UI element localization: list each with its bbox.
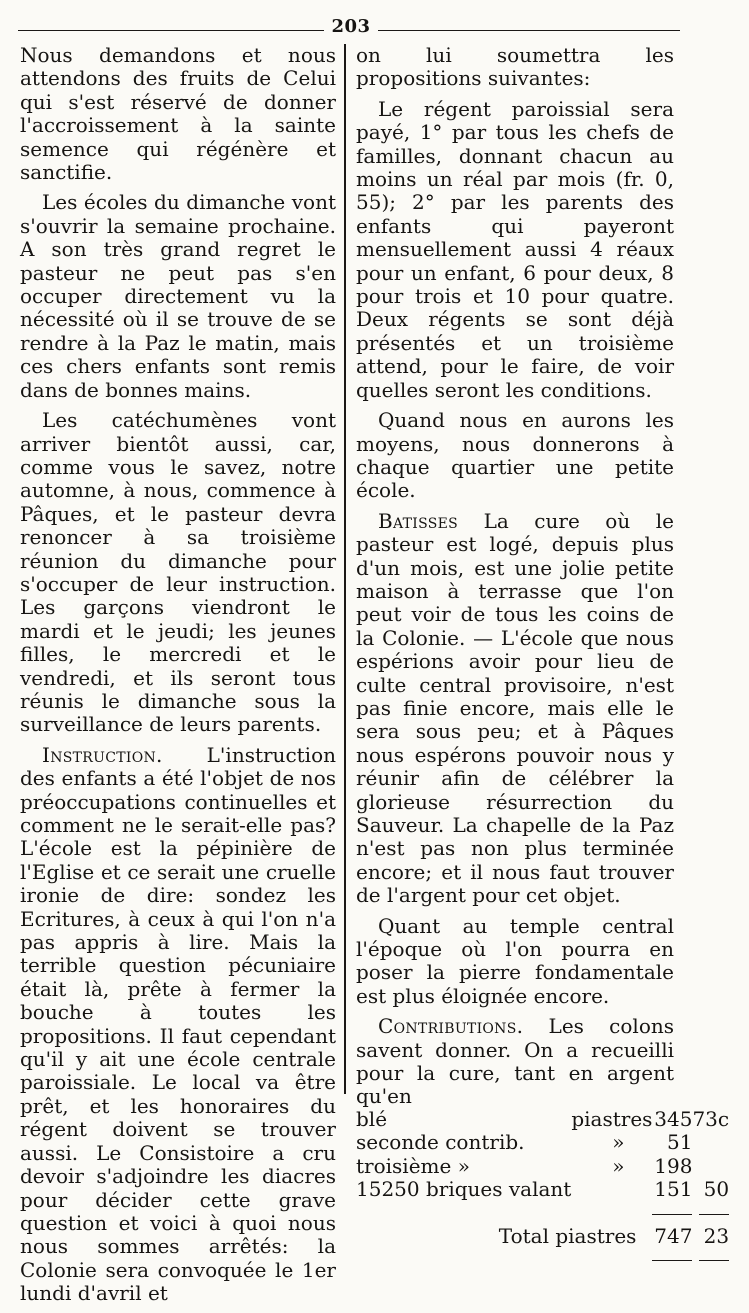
sum-rule bbox=[699, 1214, 729, 1215]
right-column bbox=[356, 43, 730, 1272]
page-header bbox=[18, 16, 680, 38]
paragraph-instruction bbox=[20, 744, 336, 1306]
row-cents bbox=[692, 1155, 729, 1178]
total-row bbox=[356, 1225, 729, 1248]
row-cents: 50 bbox=[703, 1177, 730, 1202]
paragraph: Quant au temple central l'époque où l'on pourra en poser la pierre fondamentale est plus éloignée encore. bbox=[356, 913, 674, 1008]
column-divider bbox=[344, 44, 346, 1094]
header-rule-left bbox=[18, 30, 324, 31]
sum-rule-row bbox=[356, 1202, 729, 1225]
row-cents bbox=[692, 1131, 729, 1154]
paragraph-text: Les colons savent donner. On a recueilli pour la cure, tant en argent qu'en bbox=[356, 1014, 674, 1109]
paragraph: Nous demandons et nous attendons des fruits de Celui qui s'est réservé de donner l'accroissement à la sainte semence qui régénère et sanctifie. bbox=[20, 43, 336, 185]
paragraph-text: La cure où le pasteur est logé, depuis plus d'un mois, est une jolie petite maison à terrasse que l'on peut voir de tous les coins de la Colonie. — L'école que nous espérions avoir pour lieu de culte central provisoire, n'est pas finie encore, mais elle le sera sous peu; et à Pâques nous espérons pouvoir nous y réunir afin de célébrer la glorieuse résurrection du Sauveur. La chapelle de la Paz n'est pas non plus terminée encore; et il nous faut trouver de l'argent pour cet objet. bbox=[356, 508, 674, 908]
contributions-table bbox=[356, 1108, 729, 1272]
section-heading-instruction: Instruction. bbox=[42, 742, 163, 767]
paragraph: Les catéchumènes vont arriver bientôt aussi, car, comme vous le savez, notre automne, à nous, commence à Pâques, et le pasteur devra renoncer à sa troisième réunion du dimanche pour s'occuper de leur instruction. Les garçons viendront le mardi et le jeudi; les jeunes filles, le mercredi et le vendredi, et ils seront tous réunis le dimanche sous la surveillance de leurs parents. bbox=[20, 408, 336, 737]
row-amount: 51 bbox=[666, 1130, 693, 1155]
header-rule-right bbox=[378, 30, 680, 31]
page-number: 203 bbox=[331, 16, 371, 37]
sum-rule bbox=[652, 1214, 692, 1215]
total-rule bbox=[652, 1260, 692, 1261]
total-amount: 747 bbox=[654, 1223, 693, 1248]
table-row bbox=[356, 1131, 729, 1154]
row-amount: 198 bbox=[654, 1153, 693, 1178]
total-rule-row bbox=[356, 1248, 729, 1271]
row-desc: troisième » bbox=[356, 1153, 470, 1178]
paragraph: Le régent paroissial sera payé, 1° par tous les chefs de familles, donnant chacun au moins un réal par mois (fr. 0, 55); 2° par les parents des enfants qui payeront mensuellement aussi 4 réaux pour un enfant, 6 pour deux, 8 pour trois et 10 pour quatre. Deux régents se sont déjà présentés et un troisième attend, pour le faire, de voir quelles seront les conditions. bbox=[356, 96, 674, 402]
row-desc: blé bbox=[356, 1106, 388, 1131]
section-heading-batisses: Batisses bbox=[378, 508, 459, 533]
row-desc: 15250 briques valant bbox=[356, 1177, 572, 1202]
row-unit: » bbox=[612, 1130, 625, 1155]
row-cents: 73c bbox=[692, 1106, 730, 1131]
table-row bbox=[356, 1178, 729, 1201]
left-column bbox=[20, 44, 336, 1313]
row-unit: » bbox=[612, 1153, 625, 1178]
paragraph: Les écoles du dimanche vont s'ouvrir la semaine prochaine. A son très grand regret le pasteur ne peut pas s'en occuper directement vu la nécessité où il se trouve de se rendre à la Paz le matin, mais ces chers enfants sont remis dans de bonnes mains. bbox=[20, 190, 336, 402]
row-unit bbox=[571, 1178, 652, 1201]
paragraph-batisses bbox=[356, 510, 674, 908]
paragraph-text: L'instruction des enfants a été l'objet de nos préoccupations continuelles et comment ne le serait-elle pas? L'école est la pépinière de l'Eglise et ce serait une cruelle ironie de dire: sondez les Ecritures, à ceux à qui l'on n'a pas appris à lire. Mais la terrible question pécuniaire était là, prête à fermer la bouche à toutes les propositions. Il faut cependant qu'il y ait une école centrale paroissiale. Le local va être prêt, et les honoraires du régent doivent se trouver aussi. Le Consistoire a cru devoir s'adjoindre les diacres pour décider cette grave question et voici à quoi nous nous sommes arrêtés: la Colonie sera convoquée le 1er lundi d'avril et bbox=[20, 742, 336, 1306]
row-unit: piastres bbox=[571, 1106, 653, 1131]
total-label: Total piastres bbox=[498, 1223, 637, 1248]
section-heading-contributions: Contributions. bbox=[378, 1014, 524, 1039]
total-cents: 23 bbox=[703, 1223, 730, 1248]
table-row bbox=[356, 1155, 729, 1178]
row-amount: 345 bbox=[654, 1106, 693, 1131]
paragraph: Quand nous en aurons les moyens, nous donnerons à chaque quartier une petite école. bbox=[356, 408, 674, 503]
total-rule bbox=[699, 1260, 729, 1261]
paragraph: on lui soumettra les propositions suivantes: bbox=[356, 43, 674, 91]
table-row bbox=[356, 1108, 729, 1131]
row-desc: seconde contrib. bbox=[356, 1130, 525, 1155]
row-amount: 151 bbox=[654, 1177, 693, 1202]
paragraph-contributions bbox=[356, 1015, 674, 1109]
